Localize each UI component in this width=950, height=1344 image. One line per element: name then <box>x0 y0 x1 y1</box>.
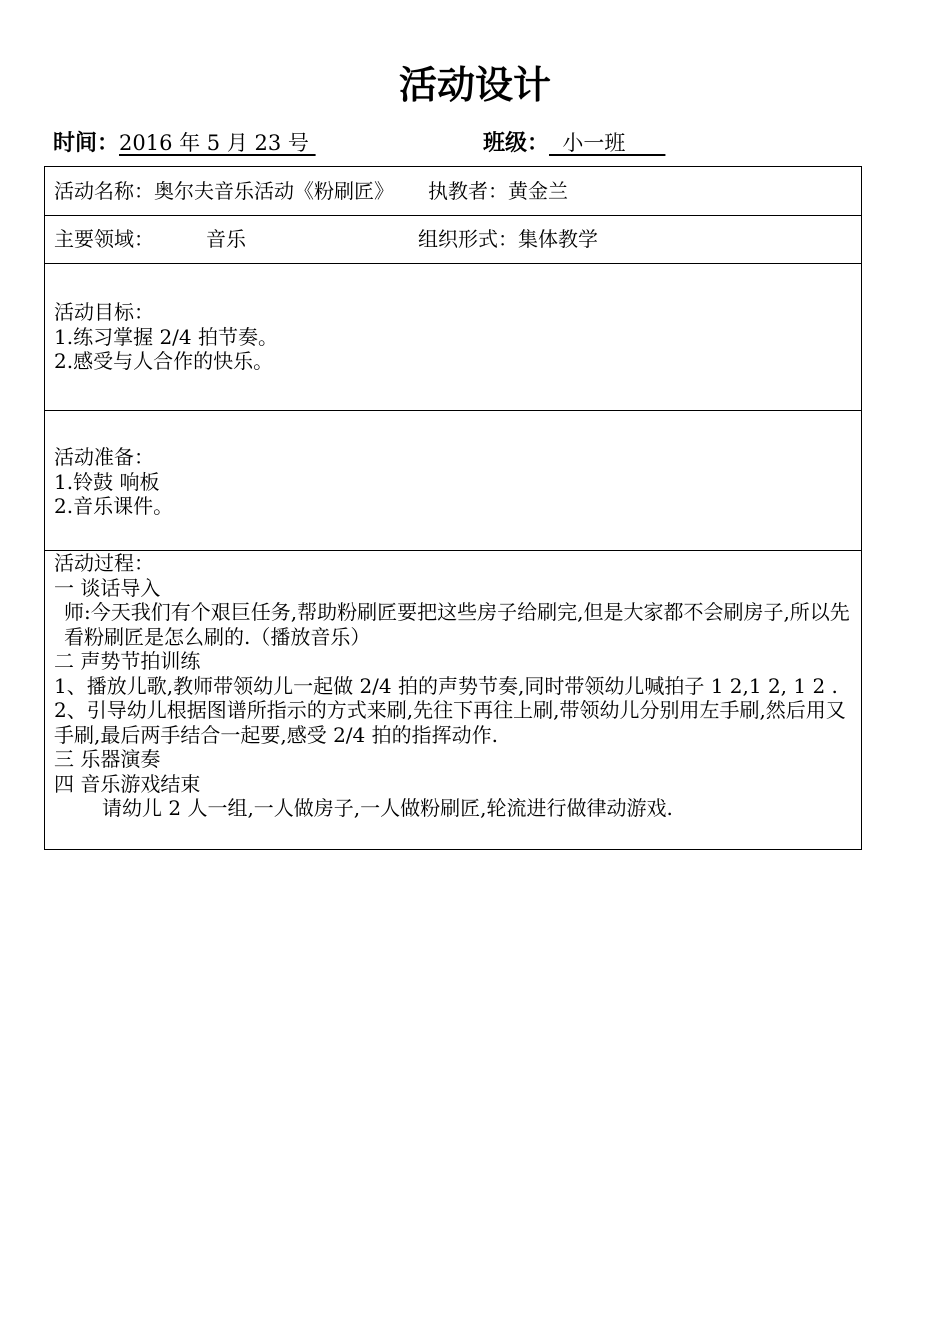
time-value: 2016 年 5 月 23 号 <box>119 131 316 155</box>
goals-cell <box>45 264 862 411</box>
class-value: 小一班 <box>549 131 666 155</box>
process-paragraph: 师:今天我们有个艰巨任务,帮助粉刷匠要把这些房子给刷完,但是大家都不会刷房子,所以先看粉刷匠是怎么刷的.（播放音乐） <box>64 600 850 649</box>
organization-form-label: 组织形式： <box>418 227 518 252</box>
class-field <box>483 128 665 158</box>
time-field <box>53 128 316 158</box>
preparation-row <box>45 411 862 551</box>
process-row <box>45 551 862 850</box>
process-cell <box>45 551 862 850</box>
organization-form-value: 集体教学 <box>518 227 598 252</box>
process-paragraph: 1、播放儿歌,教师带领幼儿一起做 2/4 拍的声势节奏,同时带领幼儿喊拍子 1 2,1 2, 1 2 . <box>54 673 838 698</box>
preparation-heading: 活动准备： <box>54 445 154 469</box>
activity-table <box>44 166 862 850</box>
domain-row <box>45 216 862 264</box>
activity-name-row <box>45 167 862 216</box>
process-paragraph: 2、引导幼儿根据图谱所指示的方式来刷,先往下再往上刷,带领幼儿分别用左手刷,然后用又手刷,最后两手结合一起要,感受 2/4 拍的指挥动作. <box>54 698 846 747</box>
page-title: 活动设计 <box>398 63 551 107</box>
activity-name-cell <box>45 167 862 216</box>
time-label: 时间： <box>53 131 120 156</box>
process-paragraph: 请幼儿 2 人一组,一人做房子,一人做粉刷匠,轮流进行做律动游戏. <box>102 796 673 820</box>
process-section-title: 一 谈话导入 <box>54 575 161 600</box>
preparation-item: 1.铃鼓 响板 <box>54 469 160 494</box>
process-section-title: 三 乐器演奏 <box>54 747 161 771</box>
preparation-cell <box>45 411 862 551</box>
goal-item: 1.练习掌握 2/4 拍节奏。 <box>54 324 278 349</box>
domain-cell <box>45 216 862 264</box>
goals-heading: 活动目标： <box>54 300 154 324</box>
process-section-title: 二 声势节拍训练 <box>54 649 201 673</box>
goal-item: 2.感受与人合作的快乐。 <box>54 349 274 373</box>
process-heading: 活动过程： <box>54 551 154 575</box>
process-section-title: 四 音乐游戏结束 <box>54 771 201 796</box>
class-label: 班级： <box>483 131 550 156</box>
domain-label: 主要领域： <box>54 227 154 252</box>
activity-name-value: 奥尔夫音乐活动《粉刷匠》 <box>154 178 394 203</box>
goals-row <box>45 264 862 411</box>
teacher-label: 执教者： <box>428 178 508 203</box>
teacher-value: 黄金兰 <box>508 178 568 203</box>
preparation-item: 2.音乐课件。 <box>54 494 174 518</box>
domain-value: 音乐 <box>206 227 246 252</box>
activity-name-label: 活动名称： <box>54 178 154 203</box>
